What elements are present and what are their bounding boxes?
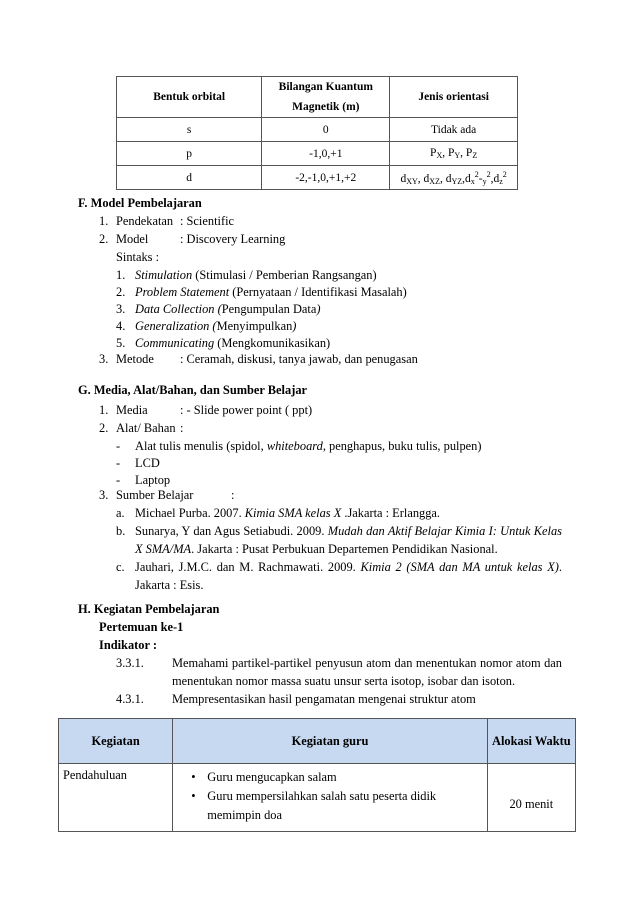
item-letter: b. [116, 524, 126, 538]
header-kegiatan-guru: Kegiatan guru [173, 719, 487, 764]
dash-icon: - [116, 439, 121, 453]
section-g-title: G. Media, Alat/Bahan, dan Sumber Belajar [78, 383, 308, 397]
header-bentuk-orbital: Bentuk orbital [117, 77, 262, 118]
header-bilangan-kuantum-line1: Bilangan Kuantum [278, 81, 373, 93]
alat-post: , penghapus, buku tulis, pulpen) [322, 439, 482, 453]
item-number: 3. [99, 352, 109, 366]
list-item [99, 230, 286, 248]
alat-text [135, 454, 160, 472]
alat-item [116, 437, 482, 455]
cell-shape: s [117, 118, 262, 142]
item-letter: a. [116, 506, 125, 520]
sumber-text [135, 558, 562, 594]
cell-orientation-p: $P_X$, $P_Y$, $P_Z$ [390, 142, 518, 166]
sintaks-term: Communicating [135, 336, 215, 350]
indicator-number: 3.3.1. [116, 656, 144, 670]
cell-m: -1,0,+1 [262, 142, 390, 166]
sumber-pre: Jauhari, J.M.C. dan M. Rachmawati. 2009. [135, 560, 361, 574]
sintaks-term: Data Collection ( [135, 302, 222, 316]
list-item [99, 486, 235, 504]
indikator-label: Indikator : [99, 638, 157, 652]
sintaks-item [116, 266, 377, 284]
cell-kegiatan-guru [173, 764, 487, 832]
cell-m: -2,-1,0,+1,+2 [262, 166, 390, 190]
indicator-item [116, 690, 562, 708]
table-row [59, 764, 576, 832]
sumber-post: . Jakarta : Pusat Perbukuan Departemen Pendidikan Nasional. [191, 542, 498, 556]
sumber-post: .Jakarta : Erlangga. [344, 506, 440, 520]
item-value: : Discovery Learning [180, 232, 286, 246]
cell-orientation-d: $d_{XY}$, $d_{XZ}$, $d_{YZ},d_x^2-_y^2,d_z^2$ [390, 166, 518, 190]
list-item [99, 401, 313, 419]
item-number: 3. [116, 302, 126, 316]
pertemuan-label: Pertemuan ke-1 [99, 620, 184, 634]
item-number: 1. [116, 268, 126, 282]
orbital-table [116, 76, 518, 190]
sumber-text [135, 504, 562, 522]
dash-icon: - [116, 456, 121, 470]
item-number: 2. [99, 421, 109, 435]
header-jenis-orientasi: Jenis orientasi [390, 77, 518, 118]
sintaks-term: Stimulation [135, 268, 193, 282]
item-number: 4. [116, 319, 126, 333]
sintaks-term: Problem Statement [135, 285, 230, 299]
item-label: Metode [116, 352, 154, 366]
table-row [117, 142, 518, 166]
item-value: : - Slide power point ( ppt) [180, 403, 313, 417]
sumber-title: Kimia SMA kelas X [244, 506, 345, 520]
sumber-title: Kimia 2 (SMA dan MA untuk kelas X) [360, 560, 559, 574]
sintaks-text [135, 317, 296, 335]
item-value: : Scientific [180, 214, 235, 228]
list-item: • Guru mengucapkan salam [185, 768, 466, 787]
dash-icon: - [116, 473, 121, 487]
item-number: 2. [116, 285, 126, 299]
alat-italic: whiteboard [266, 439, 323, 453]
section-h-title: H. Kegiatan Pembelajaran [78, 602, 220, 616]
sintaks-text [135, 283, 407, 301]
sintaks-desc: (Mengkomunikasikan) [214, 336, 331, 350]
item-label: Media [116, 403, 148, 417]
guru-list [185, 768, 466, 825]
sintaks-desc: (Pernyataan / Identifikasi Masalah) [229, 285, 407, 299]
list-item: • Guru mempersilahkan salah satu peserta didik memimpin doa [185, 787, 466, 825]
sintaks-item [116, 317, 297, 335]
item-number: 2. [99, 232, 109, 246]
sumber-item [116, 558, 562, 594]
list-item [99, 350, 418, 368]
header-bilangan-kuantum-line2: Magnetik (m) [292, 101, 360, 113]
item-number: 3. [99, 488, 109, 502]
table-row [117, 118, 518, 142]
cell-shape: d [117, 166, 262, 190]
sumber-item [116, 522, 562, 558]
sintaks-term: Generalization ( [135, 319, 217, 333]
sintaks-text [135, 266, 377, 284]
sumber-pre: Sunarya, Y dan Agus Setiabudi. 2009. [135, 524, 328, 538]
item-label: Sumber Belajar [116, 488, 194, 502]
indicator-text: Memahami partikel-partikel penyusun atom dan menentukan nomor atom dan menentukan nomor massa suatu unsur serta isotop, isobar dan isoton. [172, 656, 562, 688]
list-item [99, 419, 184, 437]
cell-kegiatan: Pendahuluan [59, 764, 173, 832]
sintaks-desc: Pengumpulan Data [221, 302, 317, 316]
section-f-title: F. Model Pembelajaran [78, 196, 202, 210]
sumber-text [135, 522, 562, 558]
item-label: Alat/ Bahan [116, 421, 176, 435]
cell-orientation: Tidak ada [390, 118, 518, 142]
item-value: : Ceramah, diskusi, tanya jawab, dan penugasan [180, 352, 418, 366]
header-bilangan-kuantum [262, 77, 390, 118]
item-letter: c. [116, 560, 125, 574]
item-number: 5. [116, 336, 126, 350]
sintaks-item [116, 300, 321, 318]
list-item [99, 212, 235, 230]
sintaks-label: Sintaks : [116, 250, 160, 264]
sumber-item [116, 504, 562, 522]
alat-pre: LCD [135, 456, 160, 470]
alat-item [116, 454, 160, 472]
indicator-item [116, 654, 562, 690]
item-value: : [180, 421, 184, 435]
sintaks-text [135, 300, 321, 318]
sintaks-item [116, 283, 407, 301]
sintaks-tail: ) [292, 319, 297, 333]
alat-pre: Laptop [135, 473, 171, 487]
item-number: 1. [99, 403, 109, 417]
indicator-text: Mempresentasikan hasil pengamatan mengenai struktur atom [172, 692, 476, 706]
item-value: : [231, 488, 235, 502]
sumber-title: Mudah dan Aktif Belajar Kimia I: Untuk Kelas X SMA/MA [135, 524, 562, 556]
indicator-number: 4.3.1. [116, 692, 144, 706]
alat-text [135, 437, 481, 455]
header-alokasi-waktu: Alokasi Waktu [487, 719, 575, 764]
sintaks-desc: Menyimpulkan [216, 319, 293, 333]
cell-shape: p [117, 142, 262, 166]
item-label: Model [116, 232, 149, 246]
sumber-post: . Jakarta : Esis. [135, 560, 563, 592]
cell-waktu: 20 menit [487, 764, 575, 832]
sintaks-desc: (Stimulasi / Pemberian Rangsangan) [192, 268, 377, 282]
alat-pre: Alat tulis menulis (spidol, [135, 439, 267, 453]
sumber-pre: Michael Purba. 2007. [135, 506, 245, 520]
activity-table [58, 718, 576, 832]
sintaks-tail: ) [316, 302, 321, 316]
item-label: Pendekatan [116, 214, 174, 228]
item-number: 1. [99, 214, 109, 228]
table-row [117, 166, 518, 190]
cell-m: 0 [262, 118, 390, 142]
header-kegiatan: Kegiatan [59, 719, 173, 764]
